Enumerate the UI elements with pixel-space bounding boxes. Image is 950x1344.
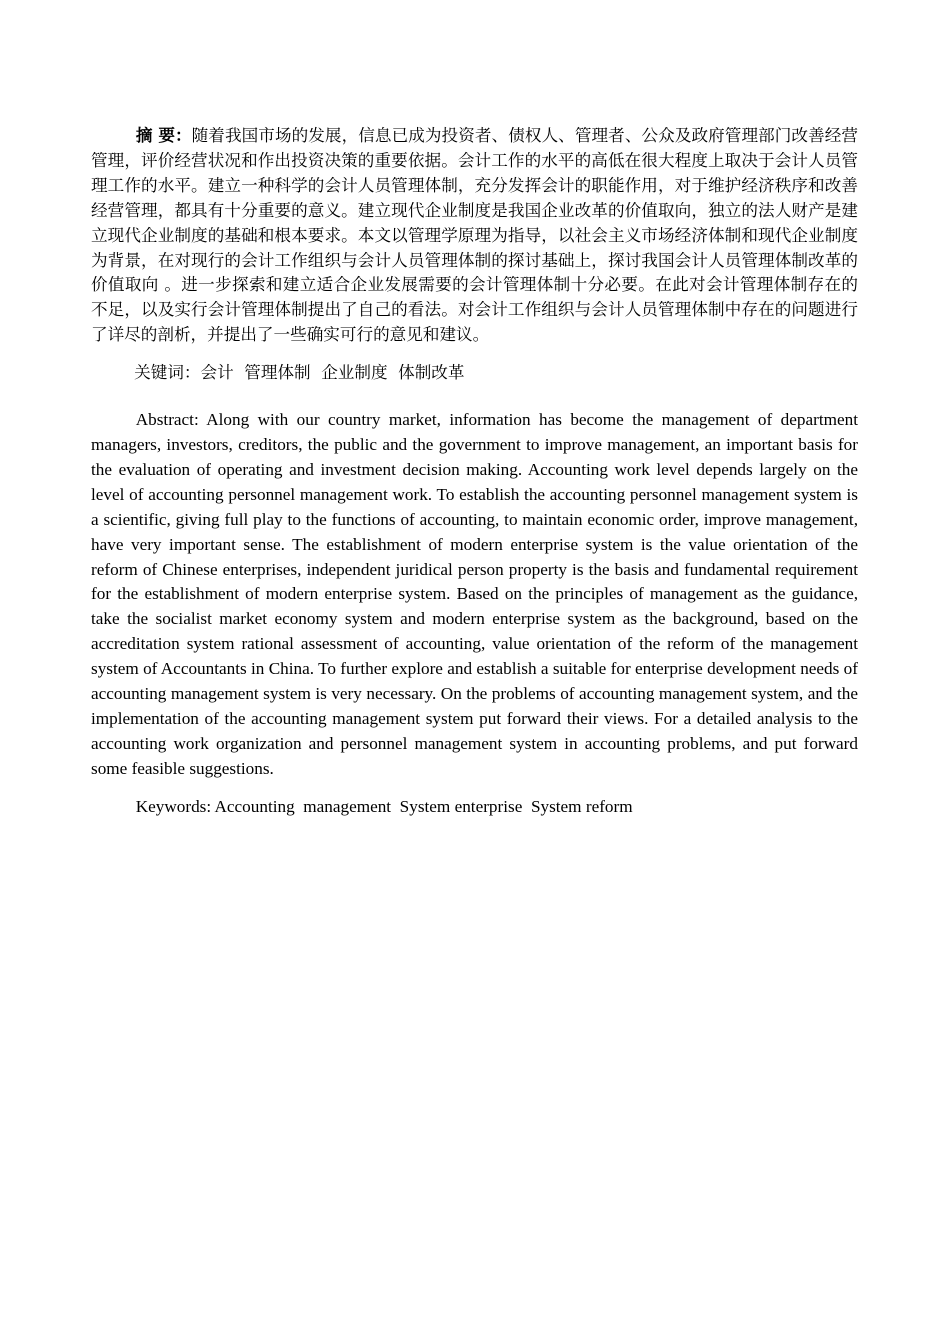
chinese-keywords-label: 关键词： — [134, 363, 201, 383]
chinese-abstract — [91, 124, 858, 348]
chinese-abstract-label: 摘 要： — [135, 126, 192, 145]
english-keywords: Keywords: Accounting management System enterprise System reform — [135, 796, 633, 816]
chinese-keywords — [91, 361, 858, 386]
english-abstract: Abstract: Along with our country market, information has become the management of department managers, investors, creditors, the public and the government to improve management, an important basis for the evaluation of operating and investment decision making. Accounting work level depends largely on the level of accounting personnel management work. To establish the accounting personnel management system is a scientific, giving full play to the functions of accounting, to maintain economic order, improve management, have very important sense. The establishment of modern enterprise system is the value orientation of the reform of Chinese enterprises, independent juridical person property is the basis and fundamental requirement for the establishment of modern enterprise system. Based on the principles of management as the guidance, take the socialist market economy system and modern enterprise system as the background, based on the accreditation system rational assessment of accounting, value orientation of the reform of the management system of Accountants in China. To further explore and establish a suitable for enterprise development needs of accounting management system is very necessary. On the problems of accounting management system, and the implementation of the accounting management system put forward their views. For a detailed analysis to the accounting work organization and personnel management system in accounting problems, and put forward some feasible suggestions. — [91, 410, 858, 778]
chinese-keywords-text: 会计 管理体制 企业制度 体制改革 — [200, 363, 465, 383]
chinese-abstract-text: 随着我国市场的发展，信息已成为投资者、债权人、管理者、公众及政府管理部门改善经营管理，评价经营状况和作出投资决策的重要依据。会计工作的水平的高低在很大程度上取决于会计人员管理工作的水平。建立一种科学的会计人员管理体制，充分发挥会计的职能作用，对于维护经济秩序和改善经营管理，都具有十分重要的意义。建立现代企业制度是我国企业改革的价值取向，独立的法人财产是建立现代企业制度的基础和根本要求。本文以管理学原理为指导，以社会主义市场经济体制和现代企业制度为背景，在对现行的会计工作组织与会计人员管理体制的探讨基础上，探讨我国会计人员管理体制改革的价值取向 。进一步探索和建立适合企业发展需要的会计管理体制十分必要。在此对会计管理体制存在的不足，以及实行会计管理体制提出了自己的看法。对会计工作组织与会计人员管理体制中存在的问题进行了详尽的剖析，并提出了一些确实可行的意见和建议。 — [91, 126, 858, 345]
document-page — [91, 124, 858, 820]
